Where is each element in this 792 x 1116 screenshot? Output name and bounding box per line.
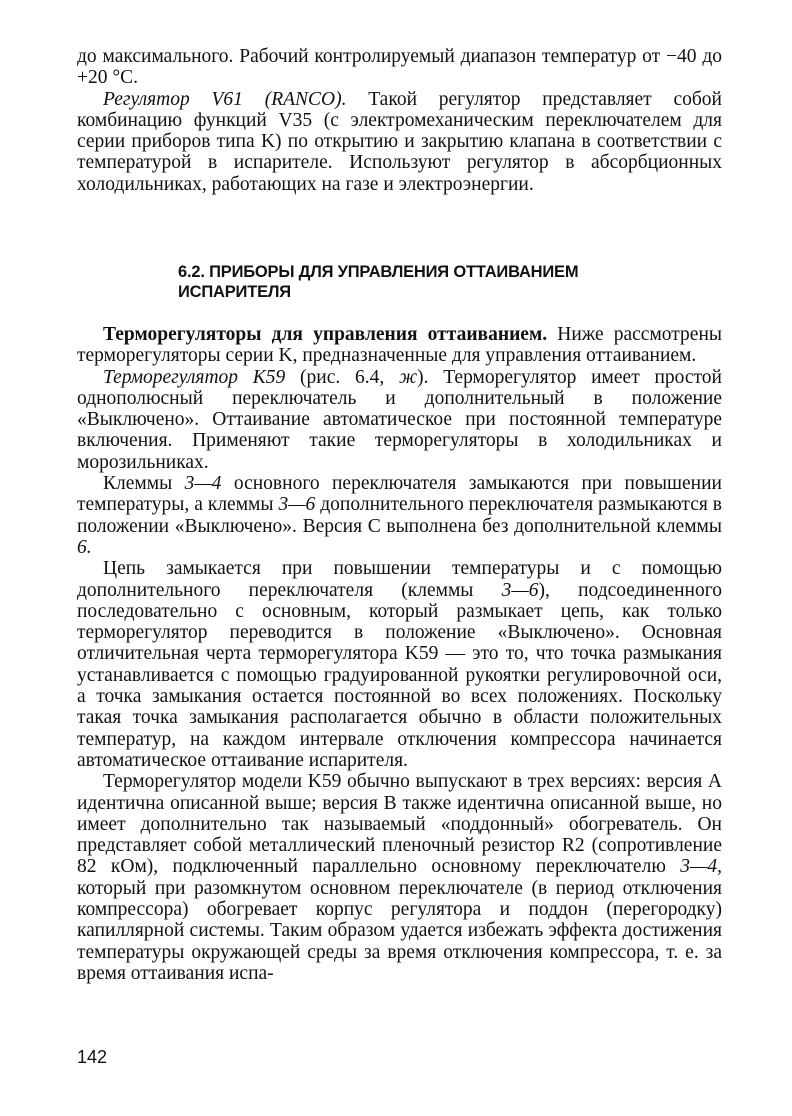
k59-figure-ref: ж	[399, 366, 418, 388]
paragraph-k59	[77, 367, 722, 473]
section-body	[77, 324, 722, 984]
intro-bold-lead: Терморегуляторы для управления оттаиванием.	[103, 324, 548, 345]
paragraph-terminals	[77, 473, 722, 558]
circuit-text-b: ), подсоединенного последовательно с основным, который размыкает цепь, как только терморегулятор переводится в положение «Выключено». Основная отличительная черта терморегулятора K59 — это то, что точка размыкания устанавливается с помощью градуированной рукоятки регулировочной оси, а точка замыкания остается постоянной во всех положениях. Поскольку такая точка замыкания располагается обычно в области положительных температур, на каждом интервале отключения компрессора начинается автоматическое оттаивание испарителя.	[77, 579, 722, 771]
k59-text-a: (рис. 6.4,	[285, 366, 399, 388]
intro-text: Ниже рассмотрены терморегуляторы серии K, предназначенные для управления оттаиванием.	[77, 324, 723, 367]
circuit-text-a: Цепь замыкается при повышении температуры и с помощью дополнительного переключателя (клеммы	[77, 558, 722, 601]
paragraph-versions	[77, 771, 722, 984]
versions-text-b: который при разомкнутом основном переключателе (в период отключения компрессора) обогревает корпус регулятора и поддон (перегородку) капиллярной системы. Таким образом удается избежать эффекта достижения температуры окружающей среды за время отключения компрессора, т. е. за время оттаивания испа-	[77, 877, 722, 984]
k59-text-b: ). Терморегулятор имеет простой однополюсный переключатель и дополнительный в положение «Выключено». Оттаивание автоматическое при постоянной температуре включения. Применяют такие терморегуляторы в холодильниках и морозильниках.	[77, 366, 722, 473]
top-text-block	[77, 46, 722, 195]
paragraph-circuit	[77, 558, 722, 771]
paragraph-v61	[77, 89, 722, 195]
regulator-v61-text: Такой регулятор представляет собой комбинацию функций V35 (с электромеханическим переключателем для серии приборов типа K) по открытию и закрытию клапана в соответствии с температурой в испарителе. Используют регулятор в абсорбционных холодильниках, работающих на газе и электроэнергии.	[77, 88, 722, 195]
section-heading: 6.2. ПРИБОРЫ ДЛЯ УПРАВЛЕНИЯ ОТТАИВАНИЕМ ИСПАРИТЕЛЯ	[178, 263, 579, 301]
versions-terminals-3-4: 3—4,	[680, 856, 722, 878]
regulator-v61-title: Регулятор V61 (RANCO).	[103, 88, 347, 110]
versions-text-a: Терморегулятор модели K59 обычно выпускают в трех версиях: версия A идентична описанной выше; версия B также идентична описанной выше, но имеет дополнительно так называемый «поддонный» обогреватель. Он представляет собой металлический пленочный резистор R2 (сопротивление 82 кОм), подключенный параллельно основному переключателю	[77, 771, 722, 878]
terminals-text-a: Клеммы	[103, 473, 185, 495]
page-number: 142	[77, 1047, 108, 1067]
circuit-terminals-3-6: 3—6	[501, 579, 539, 601]
terminal-6: 6.	[77, 536, 92, 558]
terminals-3-6: 3—6	[278, 494, 316, 516]
k59-title: Терморегулятор K59	[103, 366, 286, 388]
paragraph-intro	[77, 324, 722, 367]
terminals-text-c: дополнительного переключателя размыкаются в положении «Выключено». Версия C выполнена без дополнительной клеммы	[77, 494, 722, 537]
paragraph-continuation: до максимального. Рабочий контролируемый диапазон температур от −40 до +20 °C.	[77, 46, 722, 89]
terminals-3-4: 3—4	[184, 473, 222, 495]
terminals-text-b: основного переключателя замыкаются при повышении температуры, а клеммы	[77, 473, 722, 516]
